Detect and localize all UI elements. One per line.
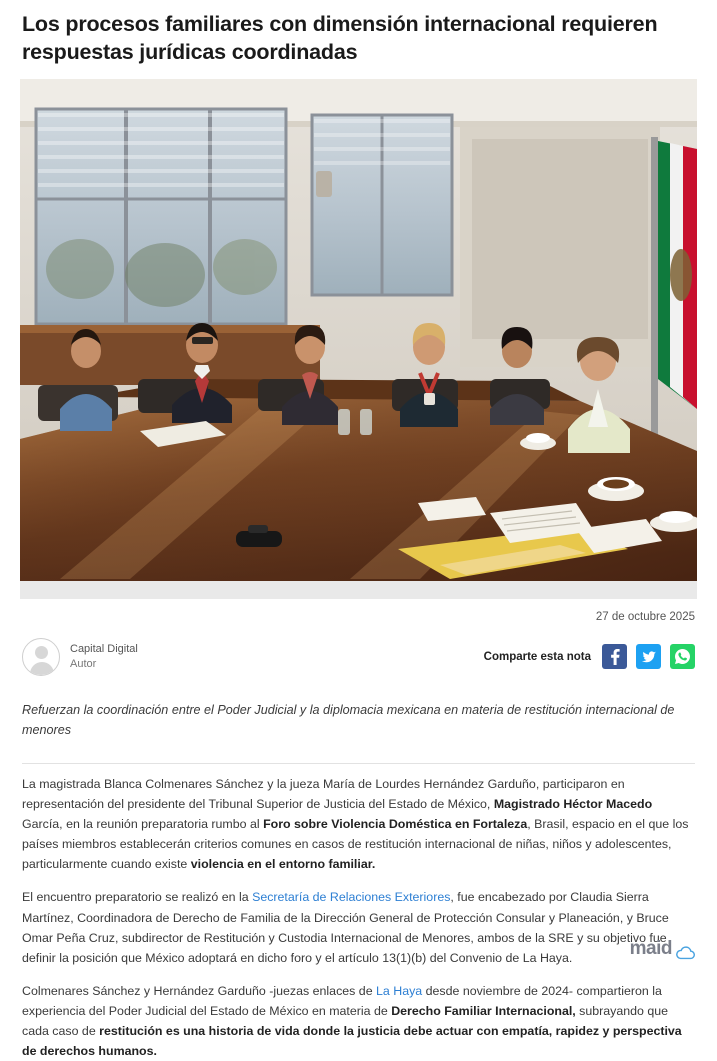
body-paragraph: [22, 774, 695, 874]
article-body: [20, 774, 697, 1061]
hero-image-container: [20, 79, 697, 599]
emphasis-text: restitución es una historia de vida donde la justicia debe actuar con empatía, rapidez y perspectiva de derechos humanos.: [22, 1024, 682, 1059]
emphasis-text: Magistrado Héctor Macedo: [493, 797, 653, 812]
article-lead: Refuerzan la coordinación entre el Poder Judicial y la diplomacia mexicana en materia de restitución internacional de menores: [22, 703, 675, 737]
share-label: Comparte esta nota: [483, 650, 591, 663]
whatsapp-icon: [675, 649, 690, 664]
hero-caption-bar: [20, 581, 697, 599]
author-role: Autor: [70, 657, 97, 670]
divider: [22, 763, 695, 764]
site-logo[interactable]: [630, 938, 695, 960]
body-text: El encuentro preparatorio se realizó en la: [22, 890, 253, 905]
body-link[interactable]: Secretaría de Relaciones Exteriores: [252, 890, 451, 905]
emphasis-text: violencia en el entorno familiar.: [190, 857, 376, 872]
article-page: [0, 10, 717, 1059]
facebook-share-button[interactable]: [602, 644, 627, 669]
body-text: , fue encabezado por Claudia Sierra Martínez, Coordinadora de Derecho de Familia de la Dirección General de Protección Consular y Planeación, y Bruce Omar Peña Cruz, subdirector de Restitución y Custodia Internacional de Menores, ambos de la SRE y su objetivo fue definir la posición que México adoptará en dicho foro y el artículo 13(1)(b) del Convenio de La Haya.: [22, 890, 669, 965]
body-text: Colmenares Sánchez y Hernández Garduño -juezas enlaces de: [22, 983, 377, 998]
body-paragraph: [22, 981, 695, 1061]
emphasis-text: Derecho Familiar Internacional,: [391, 1003, 576, 1018]
twitter-icon: [642, 651, 656, 663]
body-text: desde noviembre de 2024- compartieron la experiencia del Poder Judicial del Estado de México en materia de: [22, 983, 662, 1018]
body-text: García, en la reunión preparatoria rumbo al: [22, 817, 264, 832]
author-block: [22, 638, 138, 676]
article-meta-row: [20, 633, 697, 679]
body-text: , Brasil, espacio en el que los países miembros establecerán criterios comunes en casos de restitución internacional de niñas, niños y adolescentes, particularmente cuando existe: [22, 817, 689, 872]
body-text: subrayando que cada caso de: [22, 1003, 669, 1038]
facebook-icon: [610, 649, 620, 665]
author-name: Capital Digital: [70, 642, 138, 655]
body-text: La magistrada Blanca Colmenares Sánchez y la jueza María de Lourdes Hernández Garduño, participaron en representación del presidente del Tribunal Superior de Justicia del Estado de México,: [22, 776, 625, 812]
logo-text: maid: [629, 938, 672, 959]
page-title: Los procesos familiares con dimensión internacional requieren respuestas jurídicas coordinadas: [22, 12, 658, 65]
hero-image: [20, 79, 697, 581]
twitter-share-button[interactable]: [636, 644, 661, 669]
publish-date: 27 de octubre 2025: [595, 610, 695, 623]
whatsapp-share-button[interactable]: [670, 644, 695, 669]
emphasis-text: Foro sobre Violencia Doméstica en Fortaleza: [263, 817, 528, 832]
avatar: [22, 638, 60, 676]
share-block: [484, 644, 695, 669]
cloud-icon: [675, 946, 695, 960]
body-link[interactable]: La Haya: [376, 983, 423, 998]
